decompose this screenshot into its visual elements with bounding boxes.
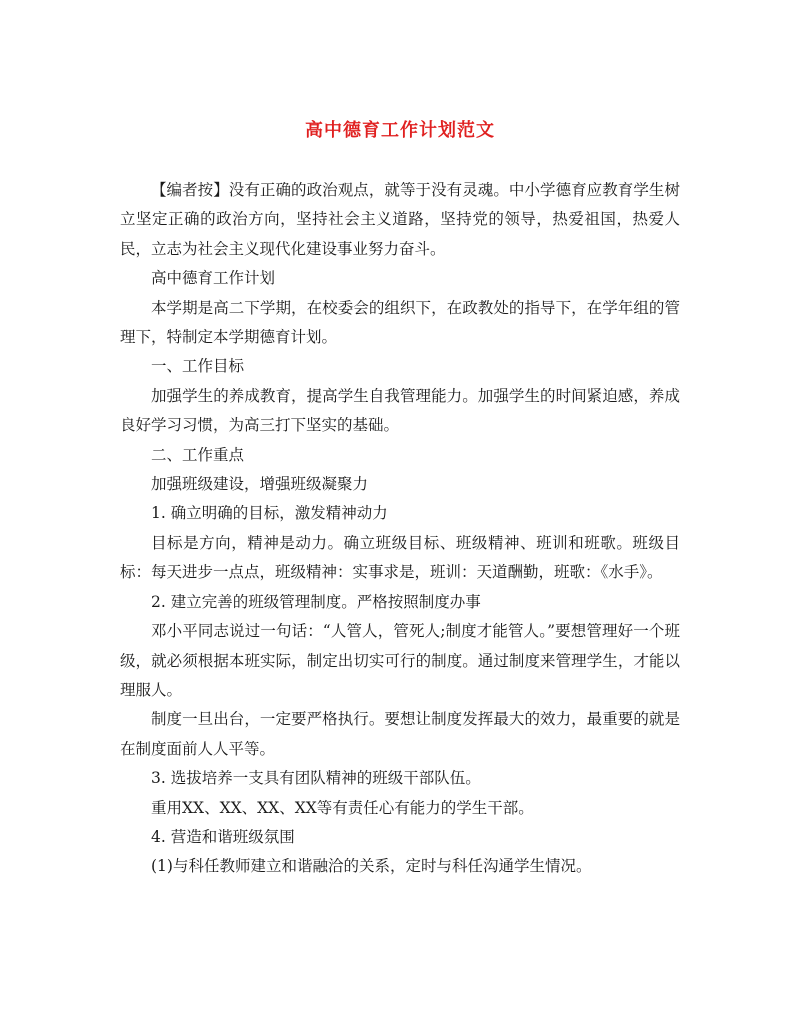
item-heading: 4. 营造和谐班级氛围 [151,827,295,846]
intro-paragraph: 本学期是高二下学期，在校委会的组织下，在政教处的指导下，在学年组的管理下，特制定本学期德育计划。 [120,298,680,347]
editor-note-paragraph: 【编者按】没有正确的政治观点，就等于没有灵魂。中小学德育应教育学生树立坚定正确的政治方向，坚持社会主义道路，坚持党的领导，热爱祖国，热爱人民，立志为社会主义现代化建设事业努力奋斗。 [120,181,680,258]
item-paragraph: 邓小平同志说过一句话：“人管人，管死人;制度才能管人。”要想管理好一个班级，就必须根据本班实际，制定出切实可行的制度。通过制度来管理学生，才能以理服人。 [120,622,680,699]
document-body [120,176,680,882]
document-title: 高中德育工作计划范文 [305,120,495,141]
item-paragraph: (1)与科任教师建立和谐融洽的关系，定时与科任沟通学生情况。 [151,857,592,876]
focus-paragraph: 加强班级建设，增强班级凝聚力 [151,475,369,494]
item-heading: 2. 建立完善的班级管理制度。严格按照制度办事 [151,592,481,611]
item-heading: 3. 选拔培养一支具有团队精神的班级干部队伍。 [151,769,481,788]
item-paragraph: 制度一旦出台，一定要严格执行。要想让制度发挥最大的效力，最重要的就是在制度面前人人平等。 [120,710,680,758]
goal-paragraph: 加强学生的养成教育，提高学生自我管理能力。加强学生的时间紧迫感，养成良好学习习惯，为高三打下坚实的基础。 [120,386,680,435]
section-heading: 一、工作目标 [151,357,245,376]
item-heading: 1. 确立明确的目标，激发精神动力 [151,504,388,523]
section-heading: 高中德育工作计划 [151,269,276,288]
item-paragraph: 重用XX、XX、XX、XX等有责任心有能力的学生干部。 [151,798,534,817]
item-paragraph: 目标是方向，精神是动力。确立班级目标、班级精神、班训和班歌。班级目标：每天进步一点点，班级精神：实事求是，班训：天道酬勤，班歌：《水手》。 [120,533,680,582]
section-heading: 二、工作重点 [151,445,245,464]
